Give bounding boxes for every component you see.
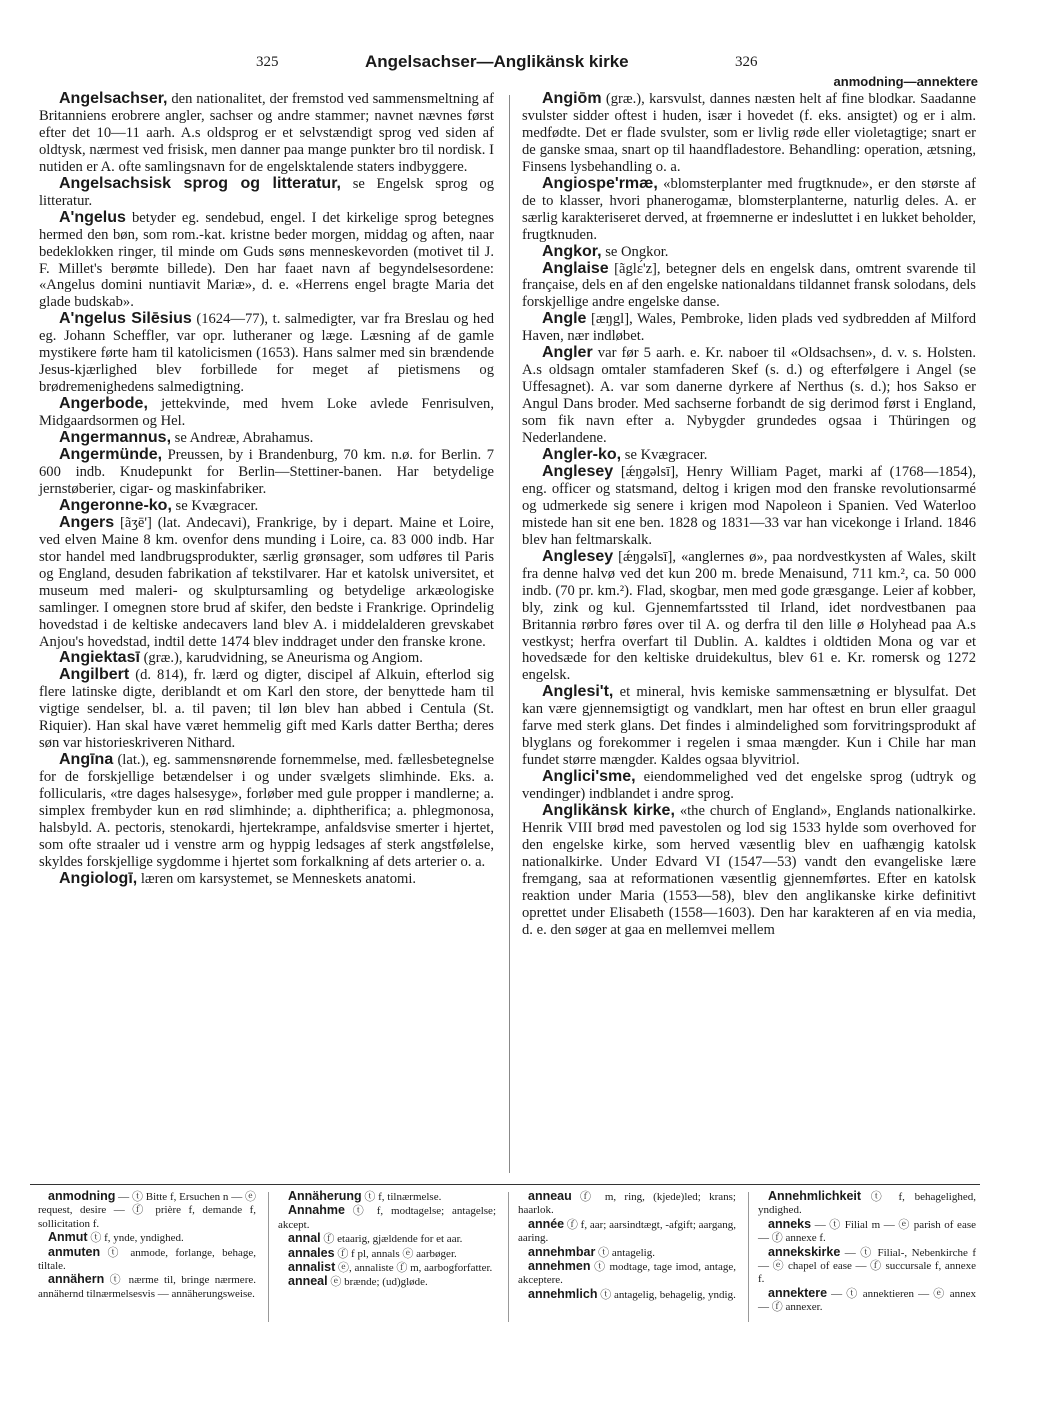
glossary-entry [518, 1288, 736, 1302]
entry-headword: A'ngelus Silēsius [59, 310, 192, 328]
glossary-translation: ⓕ f, aar; aarsindtægt, -afgift; aargang, aaring. [518, 1218, 736, 1245]
glossary-entry [278, 1204, 496, 1232]
entry-headword: Angelsachsisk sprog og litteratur, [59, 174, 341, 192]
glossary-column-3 [518, 1190, 736, 1302]
glossary-translation: ⓕ f pl, annals ⓔ aarbøger. [334, 1247, 457, 1260]
glossary-word: anneau [528, 1189, 572, 1203]
glossary-translation: ⓣ f, modtagelse; antagelse; akcept. [278, 1205, 496, 1231]
dictionary-entry [39, 430, 494, 447]
entry-text: den nationalitet, der fremstod ved sammensmeltning af Britanniens erobrere angler, sachser og andre stammer; navnet nævnes først efter det 10—11 aarh. A.s oldsprog er et selvstændigt sprog ved siden af oldtysk, nærmest ved frisisk, men danner paa mange punkter bro til nordisk. I nutiden er A. ofte samlingsnavn for de engelsktalende staters indbyggere. [39, 91, 494, 175]
dictionary-entry [39, 871, 494, 888]
glossary-entry [278, 1275, 496, 1289]
dictionary-entry [39, 650, 494, 667]
glossary-divider [30, 1184, 980, 1185]
entry-text: se Kvægracer. [621, 447, 708, 464]
entry-text: «blomsterplanter med frugtknude», er den største af de to klasser, hvori phanerogamæ, blomsterplanterne, naturlig deles. A. er særlig karakteriseret derved, at frøemnerne er indesluttet i en lukket beholder, frugtknuden. [522, 175, 976, 243]
glossary-entry [518, 1246, 736, 1260]
entry-text: (1624—77), t. salmedigter, var fra Breslau og hed eg. Johann Scheffler, var opr. lutheraner og læge. Læsning af de gamle mystikere førte ham til katolicismen (1653). Hans salmer med sin brændende Jesus-kjærlighed blev forbillede for meget af pietismens og brødremenighedens salmedigtning. [39, 311, 494, 396]
glossary-entry [518, 1260, 736, 1288]
entry-text: (lat.), eg. sammensnørende fornemmelse, med. fællesbetegnelse for de forskjellige betændelser i og under svælgets slimhinde. Eks. a. follicularis, «tre dages halsesyge», forløber med gule propper i mandlerne; a. simplex frembyder kun en rød slimhinde; a. diphtherifica; a. phlegmonosa, halsbyld. A. pectoris, stenokardi, hjertekrampe, anfaldsvise smerter i hjertet, som ofte straaler ud i venstre arm og hyppig ledsages af sterk angstfølelse, skyldes forskjellige sygdomme i hjertet som forkalkning af dets arterier o. a. [39, 752, 494, 870]
entry-headword: Angler-ko, [542, 446, 622, 464]
dictionary-entry [39, 311, 494, 396]
glossary-translation: — ⓣ Bitte f, Ersuchen n — ⓔ request, desire — ⓕ prière f, demande f, sollicitation f. [38, 1191, 256, 1230]
entry-text: [ãʒē'] (lat. Andecavi), Frankrige, by i depart. Maine et Loire, ved elven Maine 8 km. ovenfor dens munding i Loire, ca. 83 000 indb. Har stor handel med landbrugsprodukter, særlig grønsager, som udføres til Paris og England, desuden fabrikation af tekstilvarer. Har et katolsk universitet, et museum med maleri- og skulptursamling og betydelige arkæologiske samlinger. I omegnen store brud af skifer, den bedste i Frankrige. Oprindelig hovedstad i de keltiske andecavers land blev A. i middelalderen grevskabet Anjou's hovedstad, indtil dette 1474 blev inddraget under den franske krone. [39, 514, 494, 650]
column-divider [509, 95, 510, 1173]
glossary-translation: ⓣ f, behagelighed, yndighed. [758, 1191, 976, 1217]
entry-headword: Angerbode, [59, 395, 148, 413]
entry-headword: Angermannus, [59, 429, 172, 447]
right-column [522, 91, 976, 939]
glossary-translation: — ⓣ Filial m — ⓔ parish of ease — ⓕ annexe f. [758, 1218, 976, 1245]
entry-text: jettekvinde, med hvem Loke avlede Fenrisulven, Midgaardsormen og Hel. [39, 396, 494, 430]
entry-text: se Ongkor. [601, 243, 669, 260]
running-head [0, 52, 1064, 76]
entry-headword: Angler [542, 344, 593, 362]
page-number-right: 326 [735, 54, 758, 70]
glossary-translation: ⓣ f, tilnærmelse. [361, 1191, 442, 1203]
left-column [39, 91, 494, 888]
glossary-word: anneks [768, 1216, 812, 1231]
glossary-translation: ⓣ modtage, tage imod, antage, akceptere. [518, 1261, 736, 1287]
glossary-word: annalist [288, 1260, 336, 1275]
entry-text: var før 5 aarh. e. Kr. naboer til «Oldsachsen», d. v. s. Holsten. A.s oldsagn omtaler stamfaderen Skef (s. d.) og efterfølgere i Angel (se Uffesagnet). A. var som danerne dyrkere af Nerthus (s. d.); hos Sakso er Angul Dans broder. Med sachserne forbandt de sig derimod først i England, som fik navn efter a. Nybygder grundedes ogsaa i Thüringen og Nederlandene. [522, 345, 976, 447]
glossary-entry [38, 1190, 256, 1231]
glossary-word: annektere [768, 1285, 828, 1300]
glossary-entry [38, 1273, 256, 1301]
glossary-column-1 [38, 1190, 256, 1301]
entry-headword: Anglesey [542, 547, 614, 565]
glossary-word: annales [288, 1245, 335, 1260]
glossary-entry [758, 1190, 976, 1218]
dictionary-entry [522, 261, 976, 312]
glossary-entry [518, 1190, 736, 1218]
entry-text: eiendommelighed ved det engelske sprog (udtryk og vendinger) indblandet i andre sprog. [522, 769, 976, 803]
glossary-translation: ⓣ antagelig, behagelig, yndig. [597, 1288, 736, 1301]
entry-text: se Andreæ, Abrahamus. [171, 430, 314, 447]
glossary-word: annähern [48, 1272, 105, 1287]
dictionary-entry [522, 311, 976, 345]
glossary-translation: ⓣ f, ynde, yndighed. [87, 1232, 184, 1245]
entry-headword: Anglesi't, [542, 683, 614, 701]
glossary-word: annehmbar [528, 1244, 596, 1259]
glossary-column-2 [278, 1190, 496, 1290]
glossary-range: anmodning—annektere [833, 74, 978, 89]
dictionary-entry [39, 515, 494, 651]
entry-headword: Angiōm [542, 90, 602, 107]
entry-text: se Engelsk sprog og litteratur. [39, 175, 494, 209]
entry-text: [ãglɛ́'z], betegner dels en engelsk dans, omtrent svarende til française, dels en af den engelske nationaldans tildannet fransk solodans, dels forskjellige andre engelske danse. [522, 260, 976, 311]
entry-text: læren om karsystemet, se Menneskets anatomi. [137, 870, 417, 887]
entry-text: Preussen, by i Brandenburg, 70 km. n.ø. for Berlin. 7 600 indb. Knudepunkt for Berlin—Stettiner-banen. Har betydelige jernstøberier, cigar- og maskinfabriker. [39, 447, 494, 497]
glossary-word: Anmut [48, 1230, 88, 1245]
glossary-translation: ⓕ etaarig, gjældende for et aar. [320, 1233, 463, 1246]
glossary-entry [758, 1218, 976, 1246]
glossary-word: Annehmlichkeit [768, 1189, 862, 1203]
glossary-translation: ⓔ, annaliste ⓕ m, aarbogforfatter. [335, 1262, 493, 1275]
dictionary-entry [522, 684, 976, 769]
glossary-entry [38, 1246, 256, 1274]
entry-text: se Kvægracer. [171, 497, 259, 514]
dictionary-entry [522, 769, 976, 803]
page-number-left: 325 [256, 54, 279, 70]
glossary-entry [278, 1261, 496, 1275]
entry-headword: Anglesey [542, 462, 614, 480]
glossary-entry [758, 1287, 976, 1315]
glossary-word: annekskirke [768, 1244, 841, 1259]
glossary-translation: ⓕ m, ring, (kjede)led; krans; haarlok. [518, 1191, 736, 1217]
dictionary-entry [522, 244, 976, 261]
entry-headword: A'ngelus [59, 208, 126, 226]
glossary-word: anneal [288, 1274, 328, 1289]
glossary-word: année [528, 1216, 565, 1231]
entry-headword: Angilbert [59, 666, 130, 684]
dictionary-entry [39, 210, 494, 312]
entry-headword: Angle [542, 310, 587, 328]
dictionary-entry [522, 91, 976, 176]
glossary-translation: ⓔ brænde; (ud)gløde. [327, 1276, 428, 1289]
dictionary-entry [39, 667, 494, 752]
entry-headword: Anglikänsk kirke, [542, 802, 675, 820]
entry-headword: Anglaise [542, 259, 609, 277]
glossary-separator [508, 1192, 509, 1322]
running-title: Angelsachser—Anglikänsk kirke [365, 52, 629, 71]
glossary-entry [278, 1190, 496, 1204]
glossary-entry [38, 1231, 256, 1245]
glossary-entry [278, 1247, 496, 1261]
entry-text: [æŋgl], Wales, Pembroke, liden plads ved sydbredden af Milford Haven, nær indløbet. [522, 311, 976, 345]
entry-headword: Anglici'sme, [542, 768, 636, 786]
glossary-entry [758, 1246, 976, 1287]
entry-headword: Angiospe'rmæ, [542, 174, 658, 192]
entry-text: et mineral, hvis kemiske sammensætning er blysulfat. Det kan være gjennemsigtigt og vandklart, men har oftest en brun eller graagul farve med sterk glans. Det findes i almindelighed som forvitringsprodukt af blyglans og forekommer i regelen i smaa mængder. Kun i Chile har man fundet større mængder. Kaldes ogsaa blyvitriol. [522, 684, 976, 769]
dictionary-entry [39, 447, 494, 498]
entry-text: [ǽŋgəlsī], «anglernes ø», paa nordvestkysten af Wales, skilt fra denne halvø ved det kun 200 m. brede Menaisund, 711 km.², ca. 50 000 indb. (70 pr. km.²). Flad, skogbar, men med gode græsgange. Leier af kobber, bly, zink og kul. Gjennemfartssted til Irland, idet nordvestbanen paa Britannia rørbro føres over til A. og derfra til den lille ø Holyhead paa A.s vestkyst; herfra overfart til Dublin. A. kaldtes i oldtiden Mona og var et hovedsæde for den keltiske druidekultus, blev 61 e. Kr. romersk og 1272 engelsk. [522, 548, 976, 684]
entry-headword: Angīna [59, 751, 114, 769]
glossary-word: annehmen [528, 1259, 591, 1274]
glossary-translation: ⓣ antagelig. [595, 1246, 655, 1259]
glossary-word: Annäherung [288, 1189, 362, 1203]
dictionary-entry [522, 549, 976, 685]
glossary-entry [278, 1232, 496, 1246]
glossary-separator [748, 1192, 749, 1322]
glossary-translation: — ⓣ annektieren — ⓔ annex — ⓕ annexer. [758, 1287, 976, 1314]
dictionary-entry [39, 176, 494, 210]
dictionary-entry [39, 498, 494, 515]
entry-headword: Angers [59, 513, 115, 531]
glossary-entry [518, 1218, 736, 1246]
glossary-word: anmuten [48, 1244, 101, 1259]
dictionary-entry [522, 803, 976, 939]
entry-text: «the church of England», Englands nationalkirke. Henrik VIII brød med pavestolen og lod sig 1533 hylde som overhoved for den engelske kirke, som herved væsentlig blev en uafhængig katolsk nationalkirke. Under Edvard VI (1547—53) vandt den evangeliske lære fremgang, saa at reformationen væsentlig gjennemførtes. Efter en katolsk reaktion under Maria (1553—58), blev den anglikanske kirke definitivt oprettet under Elisabeth (1558—1603). Den har karakteren af en via media, d. e. den søger at gaa en mellemvei mellem [522, 803, 976, 938]
dictionary-entry [39, 91, 494, 176]
glossary-word: annal [288, 1231, 321, 1246]
dictionary-entry [522, 345, 976, 447]
entry-headword: Angeronne-ko, [59, 496, 172, 514]
entry-headword: Angkor, [542, 242, 602, 260]
glossary-word: Annahme [288, 1203, 345, 1218]
entry-headword: Angiologī, [59, 869, 138, 887]
entry-text: (d. 814), fr. lærd og digter, discipel af Alkuin, efterlod sig flere latinske digte, deriblandt et om Karl den store, der benyttede ham til vigtige sendelser, bl. a. til paven; til løn blev han abbed i Centula (St. Riquier). Han skal have været hemmelig gift med Karls datter Bertha; deres søn var historieskriveren Nithard. [39, 667, 494, 752]
entry-text: (græ.), karsvulst, dannes næsten helt af fine blodkar. Saadanne svulster sidder oftest i huden, især i hovedet (f. eks. ansigtet) og er i alm. medfødte. Det er flade svulster, som er livlig røde eller violetagtige; snart er de ganske smaa, snart op til haandfladestore. Behandling: operation, ætsning, Finsens lysbehandling o. a. [522, 91, 976, 175]
glossary-separator [268, 1192, 269, 1322]
entry-text: [ǽŋgəlsī], Henry William Paget, marki af (1768—1854), eng. officer og statsmand, deltog i krigen mod den franske revolutionsarmé og udmerkede sig senere i krigen mod Napoleon i Spanien. Ved Waterloo mistede han sit ene ben. 1828 og 1831—33 var han vicekonge i Irland. 1846 blev han feltmarskalk. [522, 463, 976, 548]
entry-headword: Angermünde, [59, 446, 163, 464]
entry-text: (græ.), karudvidning, se Aneurisma og Angiom. [139, 650, 423, 667]
dictionary-entry [522, 176, 976, 244]
dictionary-entry [522, 464, 976, 549]
glossary-column-4 [758, 1190, 976, 1315]
glossary-translation: — ⓣ Filial-, Nebenkirche f — ⓔ chapel of ease — ⓕ succursale f, annexe f. [758, 1246, 976, 1286]
glossary-translation: ⓣ nærme til, bringe nærmere. annähernd tilnærmelsesvis — annäherungsweise. [38, 1274, 256, 1300]
entry-headword: Angelsachser, [59, 90, 168, 107]
dictionary-entry [39, 396, 494, 430]
dictionary-entry [39, 752, 494, 871]
entry-text: betyder eg. sendebud, engel. I det kirkelige sprog betegnes hermed den bøn, som rom.-kat. kristne beder morgen, middag og aften, naar bedeklokken ringer, til minde om Guds søns menneskevorden (motivet til J. F. Millet's berømte billede). Den har faaet navn af begyndelsesordene: «Angelus domini nuntiavit Mariæ», d. e. «Herrens engel bragte Maria det glade budskab». [39, 209, 494, 311]
glossary-word: annehmlich [528, 1286, 598, 1301]
glossary-word: anmodning [48, 1189, 116, 1203]
entry-headword: Angiektasī [59, 649, 140, 667]
dictionary-entry [522, 447, 976, 464]
glossary-translation: ⓣ anmode, forlange, behage, tiltale. [38, 1246, 256, 1273]
